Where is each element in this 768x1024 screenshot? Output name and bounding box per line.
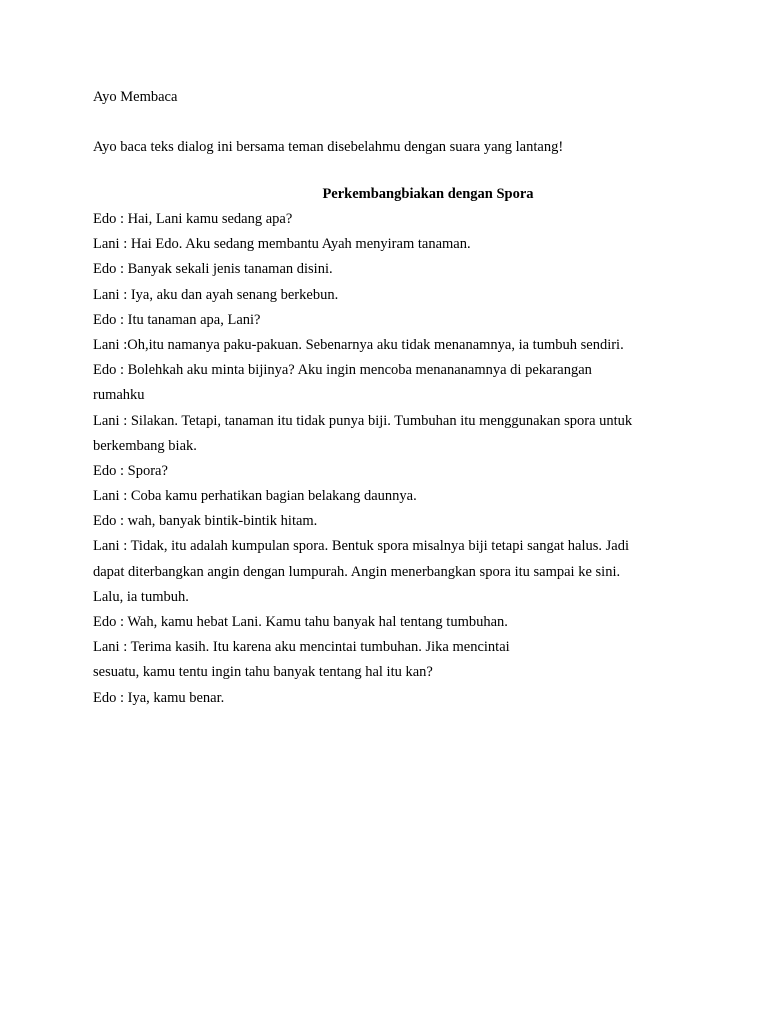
dialog-line: Lani : Tidak, itu adalah kumpulan spora. Bentuk spora misalnya biji tetapi sangat halus. Jadi	[93, 538, 630, 555]
dialog-line: sesuatu, kamu tentu ingin tahu banyak tentang hal itu kan?	[93, 664, 433, 681]
dialog-line: Lani : Iya, aku dan ayah senang berkebun.	[93, 286, 339, 303]
dialog-line: Edo : Bolehkah aku minta bijinya? Aku ingin mencoba menananamnya di pekarangan	[93, 362, 592, 379]
dialog-lines	[93, 210, 693, 714]
dialog-title: Perkembangbiakan dengan Spora	[322, 186, 534, 202]
dialog-line: Edo : Itu tanaman apa, Lani?	[93, 311, 261, 328]
dialog-line: Lani : Coba kamu perhatikan bagian belakang daunnya.	[93, 488, 417, 505]
dialog-line: Lani :Oh,itu namanya paku-pakuan. Sebenarnya aku tidak menanamnya, ia tumbuh sendiri.	[93, 336, 624, 353]
dialog-line: dapat diterbangkan angin dengan lumpurah. Angin menerbangkan spora itu sampai ke sini.	[93, 563, 621, 580]
dialog-line: Lani : Silakan. Tetapi, tanaman itu tidak punya biji. Tumbuhan itu menggunakan spora untuk	[93, 412, 633, 429]
dialog-line: berkembang biak.	[93, 437, 197, 454]
dialog-line: Lalu, ia tumbuh.	[93, 588, 189, 605]
dialog-line: Lani : Hai Edo. Aku sedang membantu Ayah menyiram tanaman.	[93, 236, 471, 253]
instruction-text: Ayo baca teks dialog ini bersama teman disebelahmu dengan suara yang lantang!	[93, 139, 564, 155]
section-heading: Ayo Membaca	[93, 89, 178, 105]
dialog-line: Edo : Wah, kamu hebat Lani. Kamu tahu banyak hal tentang tumbuhan.	[93, 614, 508, 630]
dialog-line: Edo : wah, banyak bintik-bintik hitam.	[93, 513, 318, 530]
dialog-line: Edo : Hai, Lani kamu sedang apa?	[93, 211, 293, 227]
dialog-line: rumahku	[93, 387, 145, 404]
dialog-line: Edo : Banyak sekali jenis tanaman disini.	[93, 261, 333, 278]
dialog-line: Edo : Spora?	[93, 462, 168, 479]
dialog-line: Lani : Terima kasih. Itu karena aku mencintai tumbuhan. Jika mencintai	[93, 639, 510, 656]
dialog-line: Edo : Iya, kamu benar.	[93, 689, 225, 706]
